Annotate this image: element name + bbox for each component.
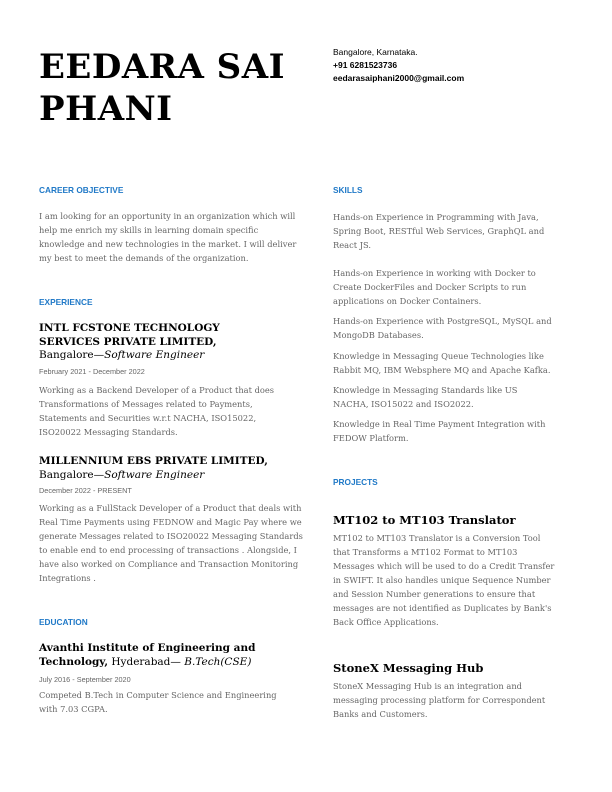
skills-heading: SKILLS: [333, 185, 363, 195]
degree: B.Tech(CSE): [184, 655, 252, 668]
education-dates: July 2016 - September 2020: [39, 675, 131, 684]
institution: Avanthi Institute of Engineering and Technology,: [39, 642, 256, 668]
company: INTL FCSTONE TECHNOLOGY SERVICES PRIVATE LIMITED,: [39, 322, 220, 348]
contact-info: [333, 46, 464, 85]
project-title: MT102 to MT103 Translator: [333, 513, 516, 527]
job-description-2: Working as a FullStack Developer of a Product that deals with Real Time Payments using FEDNOW and Magic Pay where we generate Messages related to ISO20022 Messaging Standards to enable end to end processing of transactions . Alongside, I have also worked on Compliance and Transaction Monitoring Integrations .: [39, 503, 303, 583]
job-description-1: Working as a Backend Developer of a Product that does Transformations of Messages related to Payments, Statements and Securities w.r.t NACHA, ISO15022, ISO20022 Messaging Standards.: [39, 385, 275, 437]
location: Bangalore, Karnataka.: [333, 47, 418, 57]
company: MILLENNIUM EBS PRIVATE LIMITED,: [39, 455, 268, 467]
job-location: Bangalore—: [39, 468, 105, 481]
skill-item: Knowledge in Messaging Queue Technologies like Rabbit MQ, IBM Websphere MQ and Apache Kafka.: [333, 351, 551, 375]
job-dates-1: February 2021 - December 2022: [39, 367, 145, 376]
career-objective-text: I am looking for an opportunity in an organization which will help me enrich my skills in learning domain specific knowledge and new technologies in the market. I will deliver my best to meet the demands of the organization.: [39, 211, 297, 263]
name-line-1: EEDARA SAI: [39, 47, 286, 87]
education-title: [39, 642, 269, 669]
project-description: StoneX Messaging Hub is an integration and messaging processing platform for Correspondent Banks and Customers.: [333, 681, 546, 719]
job-location: Bangalore—: [39, 349, 105, 361]
skill-item: Knowledge in Real Time Payment Integration with FEDOW Platform.: [333, 419, 546, 443]
candidate-name: [39, 46, 285, 130]
phone: +91 6281523736: [333, 60, 398, 70]
email: eedarasaiphani2000@gmail.com: [333, 73, 465, 83]
job-title-2: [39, 455, 279, 482]
skill-item: Hands-on Experience with PostgreSQL, MySQL and MongoDB Databases.: [333, 316, 552, 340]
name-line-2: PHANI: [39, 89, 173, 129]
job-dates-2: December 2022 - PRESENT: [39, 486, 132, 495]
project-description: MT102 to MT103 Translator is a Conversion Tool that Transforms a MT102 Format to MT103 Messages which will be used to do a Credit Transfer in SWIFT. It also handles unique Sequence Number and Session Number generations to ensure that messages are not identified as Duplicates by Bank's Back Office Applications.: [333, 533, 555, 627]
education-description: Competed B.Tech in Computer Science and Engineering with 7.03 CGPA.: [39, 690, 277, 714]
skill-item: Knowledge in Messaging Standards like US NACHA, ISO15022 and ISO2022.: [333, 385, 518, 409]
job-role: Software Engineer: [104, 349, 205, 361]
skill-item: Hands-on Experience in Programming with Java, Spring Boot, RESTful Web Services, GraphQL and React JS.: [333, 212, 545, 250]
education-location: Hyderabad—: [108, 655, 185, 668]
experience-heading: EXPERIENCE: [39, 297, 93, 307]
project-title: StoneX Messaging Hub: [333, 661, 484, 675]
job-title-1: [39, 322, 274, 363]
education-heading: EDUCATION: [39, 617, 88, 627]
projects-heading: PROJECTS: [333, 477, 378, 487]
job-role: Software Engineer: [104, 468, 205, 481]
skill-item: Hands-on Experience in working with Docker to Create DockerFiles and Docker Scripts to run applications on Docker Containers.: [333, 268, 536, 306]
career-objective-heading: CAREER OBJECTIVE: [39, 185, 124, 195]
